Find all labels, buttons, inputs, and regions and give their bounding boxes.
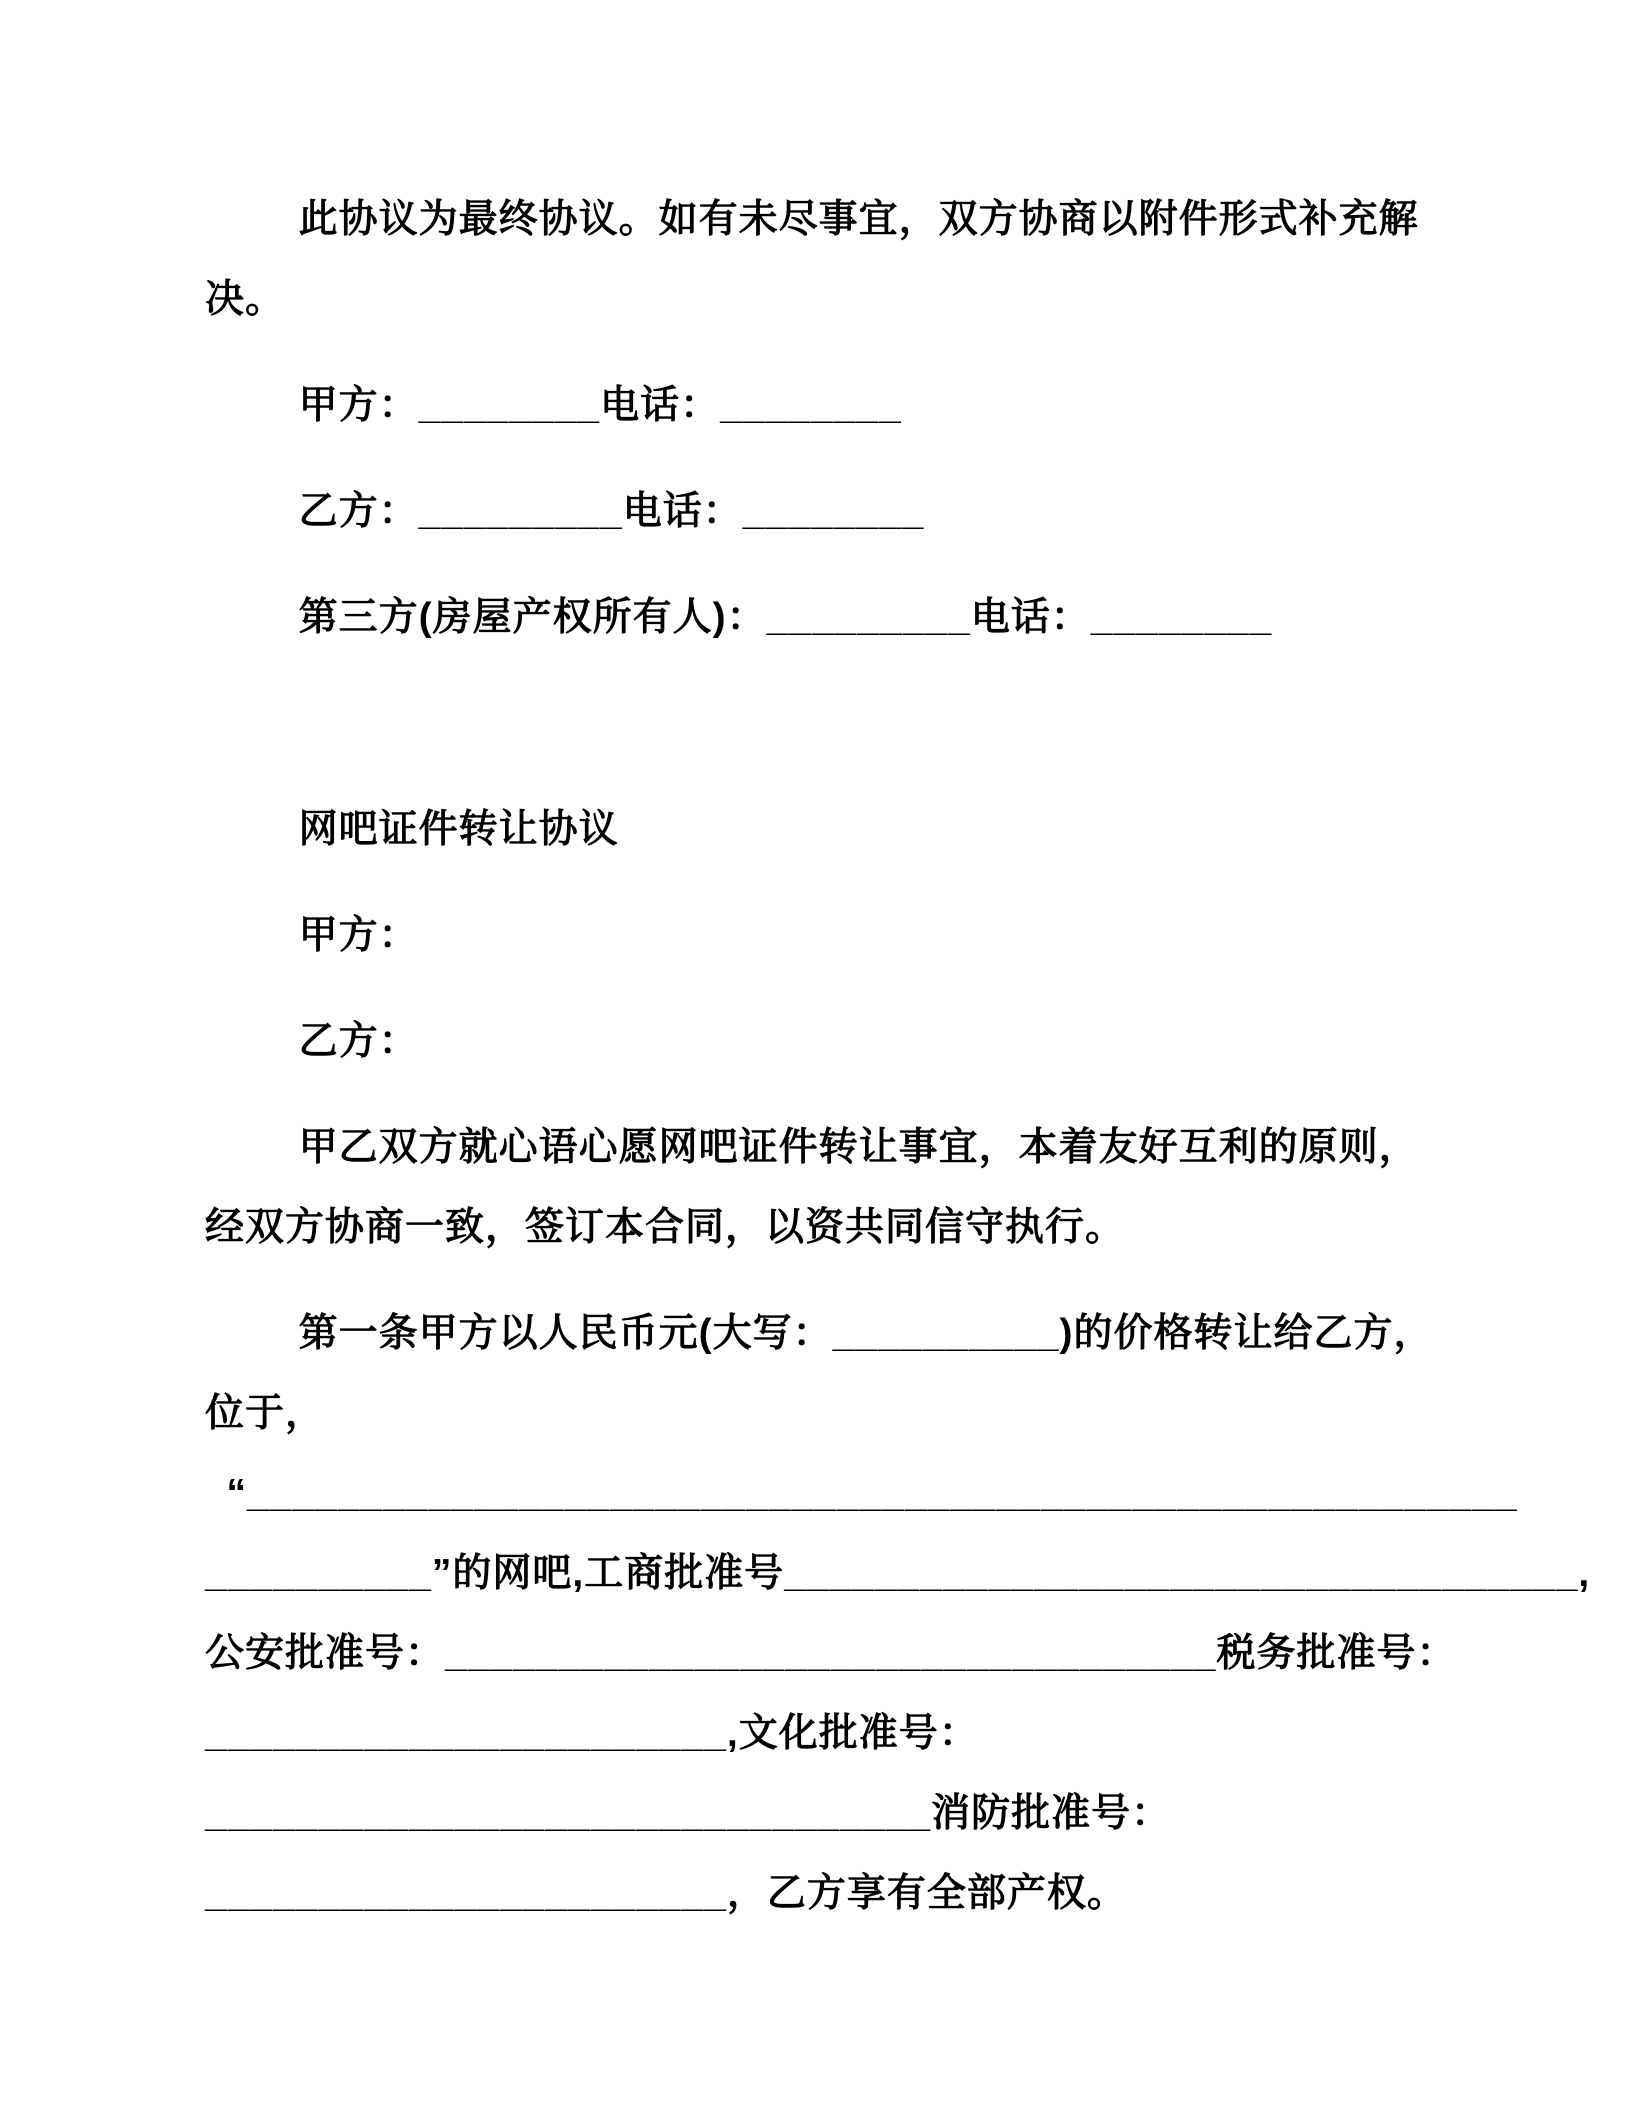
party-b-label-line: 乙方： — [298, 1020, 419, 1063]
blank-spacer-line — [205, 684, 1482, 764]
third-party-owner-phone-line: 第三方(房屋产权所有人)：_________电话：________ — [298, 596, 1273, 639]
culture-approval-line: _______________________,文化批准号： — [205, 1712, 979, 1755]
party-a-phone-blank-line: 甲方：________电话：________ — [298, 384, 902, 427]
party-a-label-line: 甲方： — [298, 914, 419, 957]
police-tax-approval-line: 公安批准号：__________________________________税务批准号： — [205, 1632, 1457, 1675]
final-agreement-clause-line1: 此协议为最终协议。如有未尽事宜，双方协商以附件形式补充解 — [298, 198, 1419, 241]
clause-one-price-line: 第一条甲方以人民币元(大写：__________)的价格转让给乙方， — [298, 1312, 1434, 1355]
netbar-name-business-approval-line: __________”的网吧,工商批准号___________________________________, — [205, 1552, 1591, 1595]
full-ownership-line: _______________________，乙方享有全部产权。 — [205, 1872, 1127, 1915]
agreement-title: 网吧证件转让协议 — [298, 808, 619, 851]
netbar-name-blank-line1: “________________________________________________________ — [226, 1472, 1518, 1515]
final-agreement-clause-line2: 决。 — [205, 278, 286, 321]
preamble-line1: 甲乙双方就心语心愿网吧证件转让事宜，本着友好互利的原则， — [298, 1126, 1419, 1169]
preamble-line2: 经双方协商一致，签订本合同，以资共同信守执行。 — [205, 1206, 1126, 1249]
party-b-phone-blank-line: 乙方：_________电话：________ — [298, 490, 925, 533]
fire-approval-line: ________________________________消防批准号： — [205, 1792, 1172, 1835]
location-line: 位于， — [205, 1392, 326, 1435]
